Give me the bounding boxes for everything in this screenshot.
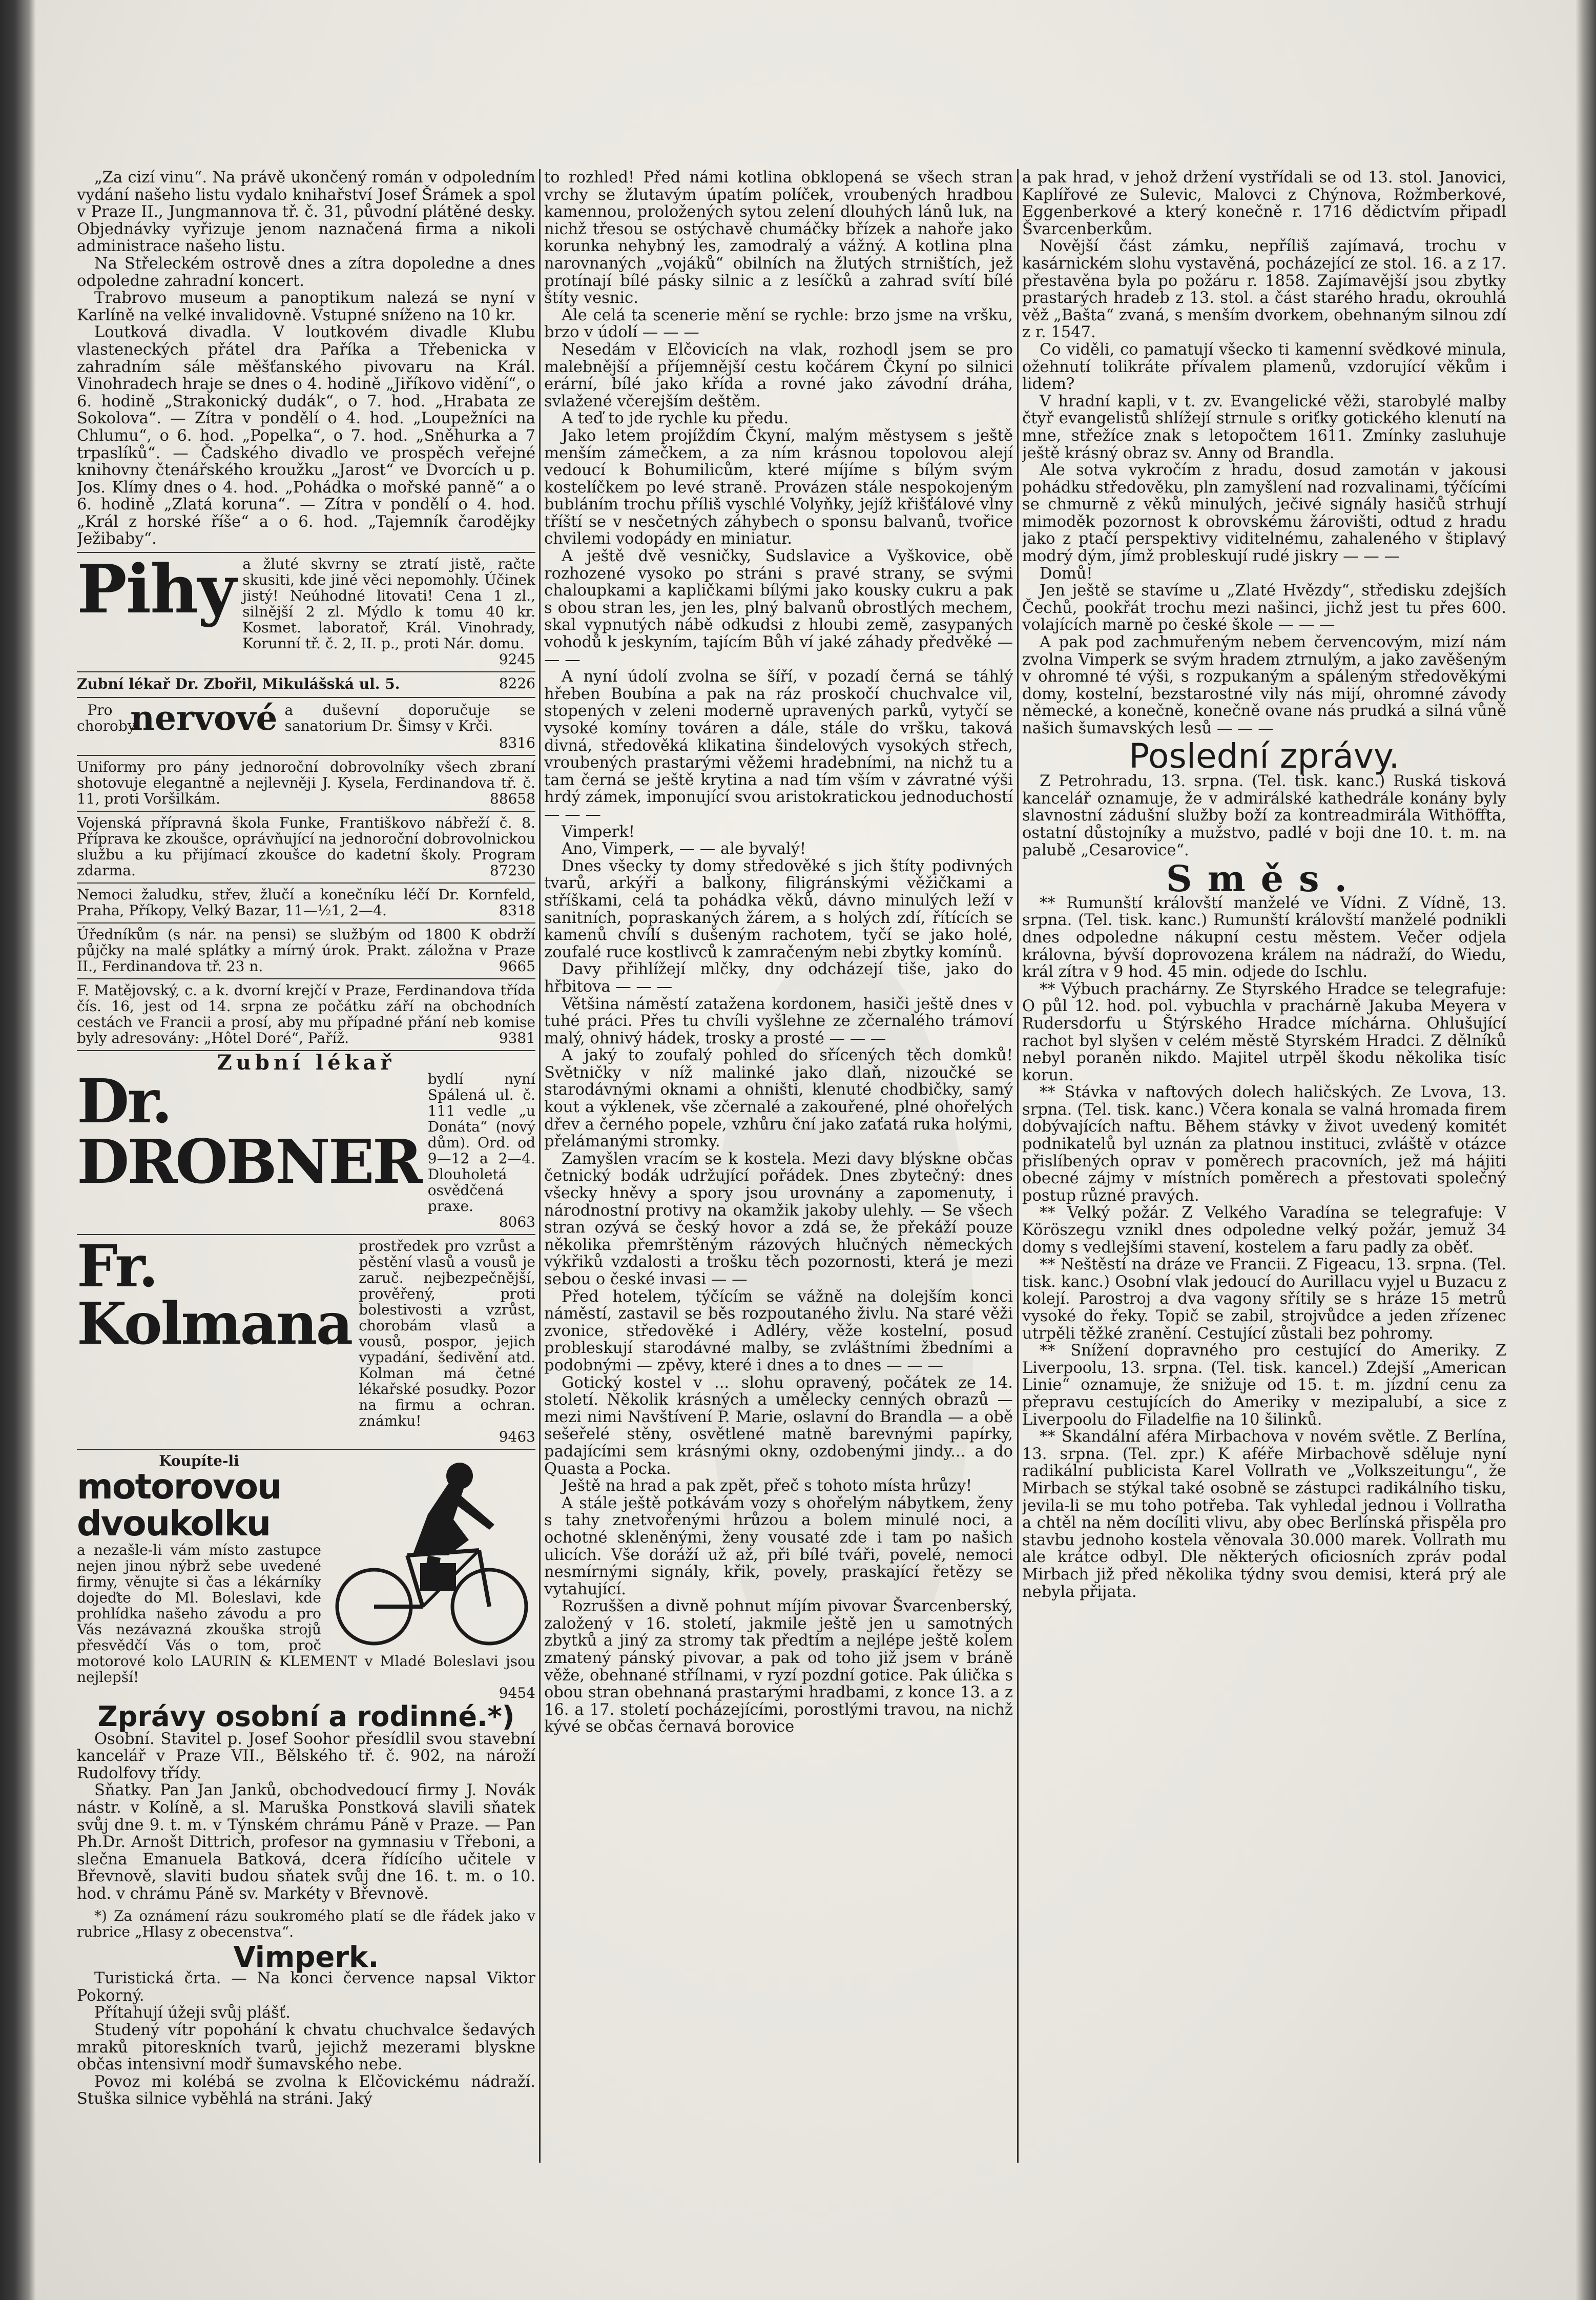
ad-motocycle (77, 1449, 535, 1701)
column-left (77, 169, 535, 2229)
ad-drobner-text: bydlí nyní Spálená ul. č. 111 vedle „u Donáta“ (nový dům). Ord. od 9—12 a 2—4. Dlouholetá osvědčená praxe. (427, 1071, 535, 1215)
article-paragraph: Nesedám v Elčovicích na vlak, rozhodl jsem se pro malebnější a příjemnější cestu kočárem Čkyní po silnici erární, bílé jako křída a rovné jako závodní dráha, svlažené včerejším deštěm. (544, 340, 1013, 410)
article-paragraph: Jako letem projíždím Čkyní, malým městysem s ještě menším zámečkem, a za ním krásnou topolovou alejí vedoucí k Bohumilicům, které míjíme s bílým svým kostelíčkem po levé straně. Provázen stále nespokojeným bubláním trochu příliš vyschlé Volyňky, jejíž křišťálové vlny tříští se v nesčetných záhybech o sponsu balvanů, tvořice chvilemi vodopády en miniatur. (544, 426, 1013, 548)
ad-uniformy-text: Uniformy pro pány jednoroční dobrovolníky všech zbraní shotovuje elegantně a nejlevněji J. Kysela, Ferdinandova tř. č. 11, proti Voršilkám. (77, 758, 535, 807)
ad-code: 87230 (489, 861, 535, 879)
motorcycle-illustration (325, 1453, 535, 1653)
news-item: Sňatky. Pan Jan Janků, obchodvedoucí firmy J. Novák nástr. v Kolíně, a sl. Maruška Ponstková slavili sňatek svůj dne 9. t. m. v Týnském chrámu Páně v Praze. — Pan Ph.Dr. Arnošt Dittrich, profesor na gymnasiu v Třeboni, a slečna Emanuela Batková, dcera řídícího učitele v Břevnově, slaviti budou sňatek svůj dne 16. t. m. o 10. hod. v chrámu Páně sv. Markéty v Břevnově. (77, 1781, 535, 1903)
footnote: *) Za oznámení rázu soukromého platí se dle řádek jako v rubrice „Hlasy z obecenstva“. (77, 1907, 535, 1940)
ad-code: 8318 (499, 901, 535, 919)
article-paragraph: Ale celá ta scenerie mění se rychle: brzo jsme na vršku, brzo v údolí — — — (544, 306, 1013, 342)
ad-moto-text: a nezašle-li vám místo zastupce nejen jinou nýbrž sebe uvedené firmy, věnujte si čas a lékárníky dojeďte do Ml. Boleslavi, kde prohlídka našeho závodu a pro Vás nezávazná zkouška strojů přesvědčí Vás o tom, proč motorové kolo LAURIN & KLEMENT v Mladé Boleslavi jsou nejlepší! (77, 1542, 535, 1686)
article-paragraph: Novější část zámku, nepříliš zajímavá, trochu v kasárnickém slohu vystavěná, pocházející ze stol. 16. a z 17. přestavěna byla po požáru r. 1858. Zajímavější jsou zbytky prastarých hradeb z 13. stol. a část starého hradu, okrouhlá věž „Bašta“ zvaná, s menším dvorkem, obehnaným silnou zdí z r. 1547. (1022, 237, 1506, 342)
ad-nemoci (77, 882, 535, 918)
news-item: „Za cizí vinu“. Na právě ukončený román v odpoledním vydání našeho listu vydalo knihařství Josef Šrámek a spol v Praze II., Jungmannova tř. č. 31, původní plátěné desky. Objednávky vyřizuje jenom naznačená firma a nikoli administrace našeho listu. (77, 169, 535, 256)
ad-code: 8316 (499, 734, 535, 751)
ad-code: 8226 (499, 675, 535, 692)
ad-choroby-label: choroby (77, 717, 136, 734)
column-right (1022, 169, 1506, 2219)
article-paragraph: Gotický kostel v ... slohu opravený, počátek ze 14. století. Několik krásných a umělecky cenných obrazů — mezi nimi Navštívení P. Marie, oslavní do Brandla — a obě sešeřelé stěny, osvětlené matně barevnými papírky, padajícími sem krásnými okny, ozdobenými jindy... a do Quasta a Pocka. (544, 1373, 1013, 1478)
article-paragraph: Ano, Vimperk, — — ale byvalý! (562, 840, 806, 858)
ad-code: 88658 (489, 790, 535, 807)
article-paragraph: A teď to jde rychle ku předu. (562, 409, 789, 428)
ad-pihy (77, 552, 535, 667)
ad-kolmana-word: Fr. Kolmana (77, 1233, 352, 1358)
article-paragraph: V hradní kapli, v t. zv. Evangelické věži, starobylé malby čtyř evangelistů shlížejí strnule s oriťky gotického klenutí na mne, střežíce znak s letopočtem 1611. Zmínky zasluhuje ještě krásný obraz sv. Anny od Brandla. (1022, 392, 1506, 462)
article-heading: Vimperk. (233, 1940, 379, 1974)
news-item: Z Petrohradu, 13. srpna. (Tel. tisk. kanc.) Ruská tisková kancelář oznamuje, že v admirálské kathedrále konány byly slavnostní zádušní služby boží za kontreadmirála Withöffta, ostatní důstojníky a mužstvo, padlé v boji dne 10. t. m. na palubě „Cesarovice“. (1022, 772, 1506, 859)
ad-pihy-text: a žluté skvrny se ztratí jistě, račte skusiti, kde jiné věci nepomohly. Účinek jistý! Neúhodné litovati! Cena 1 zl., silnější 2 zl. Mýdlo k tomu 40 kr. Kosmet. laboratoř, Král. Vinohrady, Korunní tř. č. 2, II. p., proti Nár. domu. (242, 556, 535, 652)
ad-vojenska (77, 811, 535, 878)
article-paragraph: A nyní údolí zvolna se šíří, v pozadí černá se táhlý hřeben Boubína a pak na ráz proskočí chuchvalce vil, stopených v zeleni moderně upravených parků, vytyčí se vysoké komíny továren a dále, stále do vršku, taková divná, středověká klikatina šindelových vysokých střech, vroubených prastarými věžemi hradebními, na nichž tu a tam černá se ještě krytina a nad tím vším v závratné výši hrdý zámek, imponující svou aristokratickou jednoduchostí — — — (544, 668, 1013, 824)
ad-kolmana-text: prostředek pro vzrůst a pěstění vlasů a vousů je zaruč. nejbezpečnější, prověřený, proti bolestivosti a vzrůst, chorobám vlasů a vousů, pospor, jejich vypadání, šedivění atd. Kolman má četné lékařské posudky. Pozor na firmu a ochran. známku! (359, 1238, 535, 1430)
ad-kolmana (77, 1234, 535, 1445)
ad-zubni (77, 671, 535, 693)
article-paragraph: Dnes všecky ty domy středověké s jich štíty podivných tvarů, arkýři a balkony, filigránskými věžičkami a stříškami, celá ta pohádka věků, dávno minulých leží v sanitních, popraskaných žárem, a s holých zdí, řítících se kamenů chvílí s dušeným rachotem, tyčí se jako holé, zoufalé ruce kostlivců k zamračeným nebi zbytky komínů. (544, 857, 1013, 961)
news-item: ** Snížení dopravného pro cestující do Ameriky. Z Liverpoolu, 13. srpna. (Tel. tisk. kancel.) Zdejší „American Linie“ oznamuje, že snižuje od 15. t. m. jízdní cenu za přepravu cestujících do Ameriky v mezipalubí, a sice z Liverpoolu do Filadelfie na 10 šilinků. (1022, 1342, 1506, 1429)
article-paragraph: Povoz mi kolébá se zvolna k Elčovickému nádraží. Stuška silnice vyběhlá na stráni. Jaký (77, 2072, 535, 2108)
ad-matejovsky-text: F. Matějovský, c. a k. dvorní krejčí v Praze, Ferdinandova třída čís. 16, jest od 14. srpna ze počátku září na obchodních cestách ve Francii a prosí, aby mu případné přání neb komise byly adresovány: „Hôtel Doré“, Paříž. (77, 981, 535, 1046)
article-paragraph: Většina náměstí zatažena kordonem, hasiči ještě dnes v tuhé práci. Přes tu chvíli vyšlehne ze zčernalého trámoví malý, ohnivý hádek, trosky a prosté — — — (544, 995, 1013, 1048)
article-paragraph: to rozhled! Před námi kotlina obklopená se všech stran vrchy se žlutavým úpatím políček, vroubených hradbou kamennou, proložených sytou zelení dlouhých lánů luk, na nichž třesou se ostýchavě chumáčky břízek a nahoře jako korunka nehybný les, zamodralý a vážný. A kotlina plna narovnaných „vojáků“ obilních na žlutých strništích, jež protínají bílé pásky silnic a z lesíčků a zahrad svítí bílé štíty vesnic. (544, 169, 1013, 307)
news-item: Trabrovo museum a panoptikum nalezá se nyní v Karlíně na velké invalidovně. Vstupné sníženo na 10 kr. (77, 289, 535, 324)
column-middle (544, 169, 1013, 2219)
article-paragraph: Vimperk! (562, 823, 635, 841)
ad-uniformy (77, 755, 535, 807)
article-paragraph: Davy přihlížejí mlčky, dny odcházejí tiše, jako do hřbitova — — — (544, 960, 1013, 996)
ad-nervove (77, 697, 535, 751)
column-rule (539, 169, 541, 2163)
ad-pihy-word: Pihy (77, 550, 236, 629)
ad-code: 9454 (499, 1685, 535, 1702)
article-paragraph: Ale sotva vykročím z hradu, dosud zamotán v jakousi pohádku středověku, pln zamyšlení nad rozvalinami, týčícími se chmurně z věků minulých, ječivé signály hasičů strhují mimoděk pozornost k obrovskému žárovišti, odtud z hradu jako z ptačí perspektivy viditelnému, zahaleného v štiplavý modrý dým, jímž probleskují rudé jiskry — — — (1022, 461, 1506, 566)
ad-code: 8063 (499, 1214, 535, 1231)
news-item: Loutková divadla. V loutkovém divadle Klubu vlasteneckých přátel dra Paříka a Třebenicka v zahradním sále měšťanského pivovaru na Král. Vinohradech hraje se dnes o 4. hodině „Jiříkovo vidění“, o 6. hodině „Strakonický dudák“, o 7. hod. „Hrabata ze Sokolova“. — Zítra v pondělí o 4. hod. „Loupežníci na Chlumu“, o 6. hod. „Popelka“, o 7. hod. „Sněhurka a 7 trpaslíků“. — Čadského divadlo ve prospěch veřejné knihovny čtenářského kroužku „Jarost“ ve Dvorcích u p. Jos. Klímy dnes o 4. hod. „Pohádka o mořské panně“ a o 6. hodině „Zlatá koruna“. — Zítra v pondělí o 4. hod. „Král z horské říše“ a o 6. hod. „Tajemník čarodějky Ježibaby“. (77, 323, 535, 548)
ad-urednikum-text: Úředníkům (s nár. na pensi) se službým od 1800 K obdrží půjčky na malé splátky a mírný úrok. Prakt. záložna v Praze II., Ferdinandova tř. 23 n. (77, 926, 535, 975)
ad-moto-head: motorovou dvoukolku (77, 1467, 281, 1544)
ad-nervove-text: a duševní doporučuje se sanatorium Dr. Šimsy v Krči. (284, 701, 535, 734)
ad-matejovsky (77, 978, 535, 1046)
scan-right-edge (1576, 0, 1596, 2300)
news-item: ** Skandální aféra Mirbachova v novém světle. Z Berlína, 13. srpna. (Tel. zpr.) K aféře Mirbachově sděluje nyní radikální publicista Karel Vollrath ve „Volkszeitungu“, že Mirbach se stýkal také osobně se zástupci radikálního tisku, jevila-li se mu toho potřeba. Tak vyhledal jednou i Vollratha a chtěl na něm docíliti vlivu, aby obec Berlínská přispěla pro stavbu jednoho kostela věnovala 30.000 marek. Vollrath mu ale krátce odbyl. Dle některých oficiosních zpráv podal Mirbach již před několika týdny svou demisi, která prý ale nebyla přijata. (1022, 1428, 1506, 1601)
section-heading: Zprávy osobní a rodinné.*) (97, 1700, 515, 1733)
ad-zubni-text: Zubní lékař Dr. Zbořil, Mikulášská ul. 5. (77, 675, 400, 693)
scan-left-edge (0, 0, 36, 2300)
article-paragraph: A jaký to zoufalý pohled do sřícených těch domků! Světničky v níž malinké jako dlaň, nizoučké se starodávnými oknami a ohništi, klenuté chodbičky, samý kout a výklenek, vše zčernalé a zakouřené, plné ohořelých dřev a černého popele, vzhůru ční jako zaťatá ruka holými, přelámanými stromky. (544, 1046, 1013, 1151)
ad-code: 9665 (499, 957, 535, 975)
ad-vojenska-text: Vojenská přípravná škola Funke, Františkovo nábřeží č. 8. Příprava ke zkoušce, oprávňující na jednoroční dobrovolnickou službu a ku přijímací zkoušce do kadetní školy. Program zdarma. (77, 814, 535, 879)
article-paragraph: Jen ještě se stavíme u „Zlaté Hvězdy“, středisku zdejších Čechů, pookřát trochu mezi našinci, jichž jest tu přes 600. volajících marně po české škole — — — (1022, 582, 1506, 634)
column-rule (1017, 169, 1019, 2163)
news-item: Osobní. Stavitel p. Josef Soohor přesídlil svou stavební kancelář v Praze VII., Bělského tř. č. 902, na nároží Rudolfovy třídy. (77, 1730, 535, 1782)
article-paragraph: Před hotelem, týčícím se vážně na dolejším konci náměstí, zastavil se běs rozpoutaného živlu. Na staré věži zvonice, středověké i Adléry, věže kostelní, posud probleskují starodávné malby, se zvláštními žbedními a podobnými — zpěvy, které i dnes a to dnes — — — (544, 1287, 1013, 1374)
ad-pro-label: Pro (87, 701, 113, 718)
section-heading: Poslední zprávy. (1129, 736, 1400, 776)
news-item: ** Neštěstí na dráze ve Francii. Z Figeacu, 13. srpna. (Tel. tisk. kanc.) Osobní vlak jedoucí do Aurillacu vyjel u Buzacu z kolejí. Parostroj a dva vagony sřítily se s hráze 15 metrů vysoké do řeky. Topič se zabil, strojvůdce a jeden zřízenec utrpěli těžké zranění. Cestující zůstali bez pohromy. (1022, 1256, 1506, 1343)
article-paragraph: Domů! (1040, 564, 1093, 583)
article-paragraph: A ještě dvě vesničky, Sudslavice a Vyškovice, obě rozhozené vysoko po stráni s pravé strany, se svými chaloupkami a kapličkami bílými jako kousky cukru a pak s obou stran les, jen les, plný balvanů obrostlých mechem, skal vypnutých nábě odkudsi z hloubi země, zasypaných vohodů k jeskyním, tajícím Bůh ví jaké záhady předvěké — — — (544, 547, 1013, 669)
ad-code: 9245 (499, 651, 535, 668)
news-item: ** Výbuch prachárny. Ze Styrského Hradce se telegrafuje: O půl 12. hod. pol. vybuchla v prachárně Jakuba Meyera v Rudersdorfu u Štýrského Hradce míchárna. Ohlušující rachot byl slyšen v celém městě Styrském Hradci. Z dělníků nebyl poraněn nikdo. Majitel utrpěl škodu několika tisíc korun. (1022, 980, 1506, 1084)
ad-nervove-word: nervové (130, 697, 278, 738)
article-paragraph: Ještě na hrad a pak zpět, přeč s tohoto místa hrůzy! (562, 1477, 972, 1495)
article-byline: Turistická črta. — Na konci července napsal Viktor Pokorný. (77, 1969, 535, 2005)
ad-moto-label: Koupíte-li (159, 1452, 239, 1470)
news-item: ** Velký požár. Z Velkého Varadína se telegrafuje: V Köröszegu vznikl dnes odpoledne velký požár, jemuž 34 domy s vedlejšími stavení, kostelem a faru padly za oběť. (1022, 1204, 1506, 1257)
ad-urednikum (77, 922, 535, 974)
ad-code: 9381 (499, 1029, 535, 1046)
article-paragraph: Co viděli, co pamatují všecko ti kamenní svědkové minula, ožehnutí tolikráte přívalem plamenů, vzdorující věkům i lidem? (1022, 340, 1506, 394)
news-item: Na Střeleckém ostrově dnes a zítra dopoledne a dnes odpoledne zahradní koncert. (77, 254, 535, 290)
ad-drobner-label: Zubní lékař (217, 1050, 396, 1075)
ad-nemoci-text: Nemoci žaludku, střev, žlučí a konečníku léčí Dr. Kornfeld, Praha, Příkopy, Velký Bazar, 11—½1, 2—4. (77, 886, 535, 919)
news-item: ** Stávka v naftových dolech haličských. Ze Lvova, 13. srpna. (Tel. tisk. kanc.) Včera konala se valná hromada firem dobývajících naftu. Během stávky v život uvedený komitét podnikatelů byl uznán za platnou instituci, zvláště v otázce přislíbených oprav v poměrech pracovních, jež má hájiti obecné zájmy v místních poměrech a přestovati společný postup různé pravých. (1022, 1083, 1506, 1205)
article-paragraph: Zamyšlen vracím se k kostela. Mezi davy blýskne občas četnický bodák udržující pořádek. Dnes zbytečný: dnes všecky hněvy a spory jsou urovnány a zapomenuty, i národnostní protivy na okamžik jakoby ulehly. — Se všech stran ozývá se český hovor a zdá se, že překáží pouze několika přemrštěným rázových hlučných německých výkřiků vzdalosti a trošku těch pozornosti, která je mezi sebou o české invasi — — (544, 1149, 1013, 1288)
article-paragraph: A pak pod zachmuřeným nebem červencovým, mizí nám zvolna Vimperk se svým hradem ztrnulým, a jako zavěšeným v ohromné té výši, s rozpukaným a spáleným středověkými domy, kostelní, bezstarostné vily nás mijí, ohromné závody německé, a konečně, konečně ovane nás prudká a silná vůně našich šumavských lesů — — — (1022, 633, 1506, 737)
ad-drobner-word: Dr. DROBNER (77, 1065, 421, 1198)
article-paragraph: Studený vítr popohání k chvatu chuchvalce šedavých mraků pitoreskních tvarů, jejichž mezerami blyskne občas intensivní modř šumavského nebe. (77, 2021, 535, 2074)
ad-code: 9463 (499, 1428, 535, 1446)
ad-drobner (77, 1050, 535, 1230)
article-paragraph: A stále ještě potkávám vozy s ohořelým nábytkem, ženy s tahy znetvořenými hrůzou a bolem minulé noci, a ochotné skleněnými, ženy vousaté zde i tam po našich ulicích. Vše doráží už až, při bílé tváři, povelé, nemoci nesmírnými signály, křik, povely, praskající řetězy se vytahující. (544, 1494, 1013, 1598)
article-paragraph: a pak hrad, v jehož držení vystřídali se od 13. stol. Janovici, Kaplířové ze Sulevic, Malovci z Chýnova, Rožmberkové, Eggenberkové a který konečně r. 1716 dědictvím připadl Švarcenberkům. (1022, 169, 1506, 238)
section-heading: Směs. (1166, 857, 1362, 900)
news-item: ** Rumunští královští manželé ve Vídni. Z Vídně, 13. srpna. (Tel. tisk. kanc.) Rumunští královští manželé podnikli dnes odpoledne nákupní cestu městem. Večer odjela královna, bývší doprovozena králem na nádraží, do Wiedu, král zítra v 9 hod. 45 min. odjede do Ischlu. (1022, 894, 1506, 981)
article-paragraph: Přítahují úžeji svůj plášť. (94, 2004, 291, 2022)
article-paragraph: Rozruššen a divně pohnut míjím pivovar Švarcenberský, založený v 16. století, jakmile ještě jen u samotných zbytků a jiný za stromy tak předtím a nejlépe ještě kolem zmatený pánský pivovar, a pak od toho již jsem v bráně věže, obehnané střílnami, v ryzí pozdní gotice. Pak úlička s obou stran obehnaná prastarými hradbami, z konce 13. a z 16. a 17. století pocházejícími, porostlými travou, na nichž kývé se občas černavá borovice (544, 1597, 1013, 1736)
